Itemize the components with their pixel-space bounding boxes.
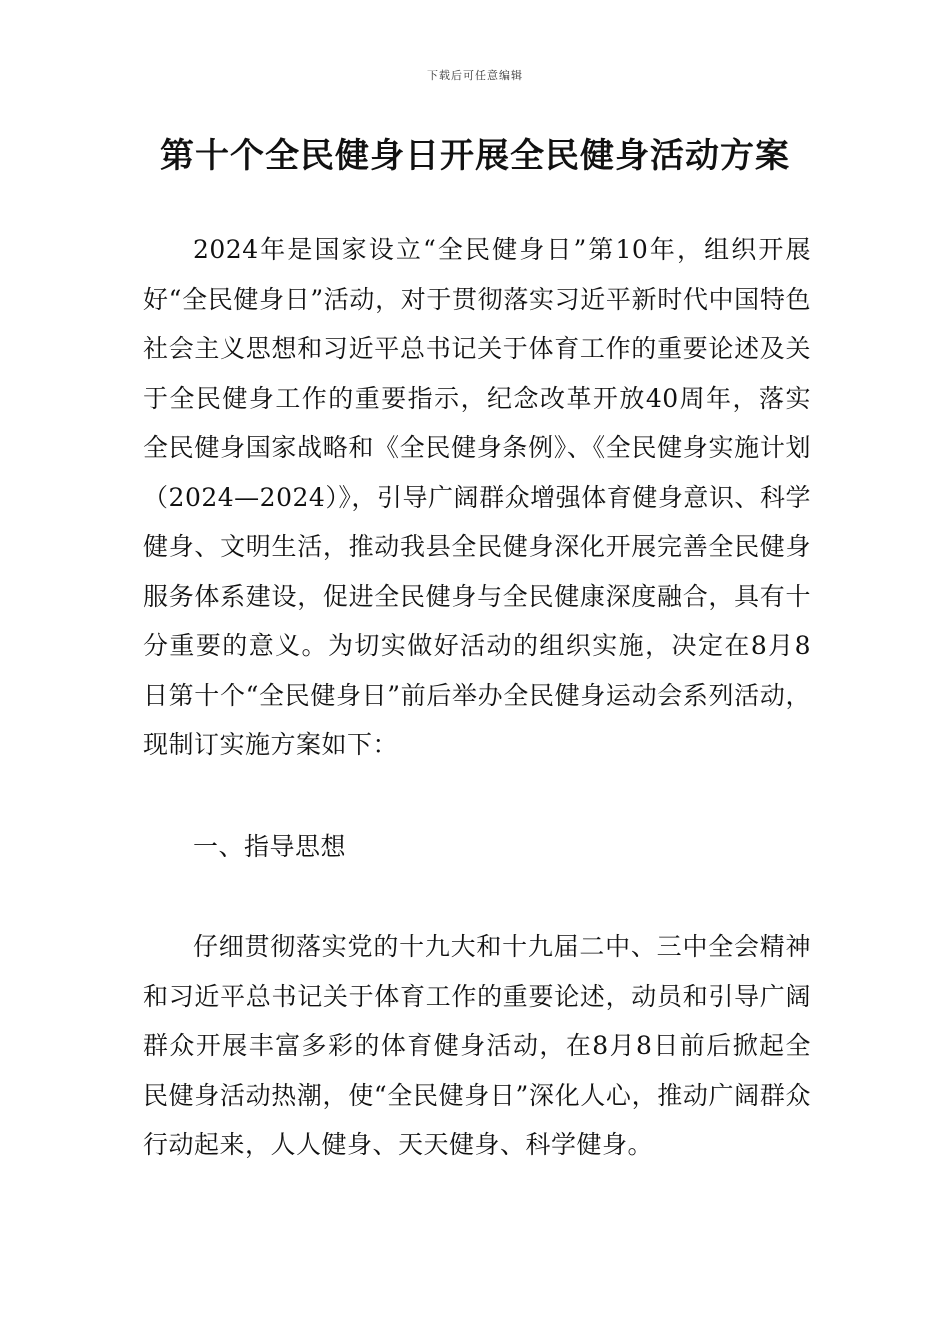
page-title: 第十个全民健身日开展全民健身活动方案 [160, 136, 790, 176]
section-heading-text: 一、指导思想 [193, 832, 347, 861]
section-heading-guiding-ideology [143, 822, 811, 872]
paragraph-guiding-ideology-text: 仔细贯彻落实党的十九大和十九届二中、三中全会精神和习近平总书记关于体育工作的重要论述，动员和引导广阔群众开展丰富多彩的体育健身活动，在8月8日前后掀起全民健身活动热潮，使“全民健身日”深化人心，推动广阔群众行动起来，人人健身、天天健身、科学健身。 [143, 932, 811, 1159]
paragraph-intro-text: 2024年是国家设立“全民健身日”第10年，组织开展好“全民健身日”活动，对于贯彻落实习近平新时代中国特色社会主义思想和习近平总书记关于体育工作的重要论述及关于全民健身工作的重要指示，纪念改革开放40周年，落实全民健身国家战略和《全民健身条例》、《全民健身实施计划（2024—2024）》，引导广阔群众增强体育健身意识、科学健身、文明生活，推动我县全民健身深化开展完善全民健身服务体系建设，促进全民健身与全民健康深度融合，具有十分重要的意义。为切实做好活动的组织实施，决定在8月8日第十个“全民健身日”前后举办全民健身运动会系列活动，现制订实施方案如下： [143, 235, 811, 759]
header-note: 下载后可任意编辑 [427, 69, 523, 82]
paragraph-guiding-ideology [143, 922, 811, 1170]
paragraph-intro [143, 225, 811, 770]
